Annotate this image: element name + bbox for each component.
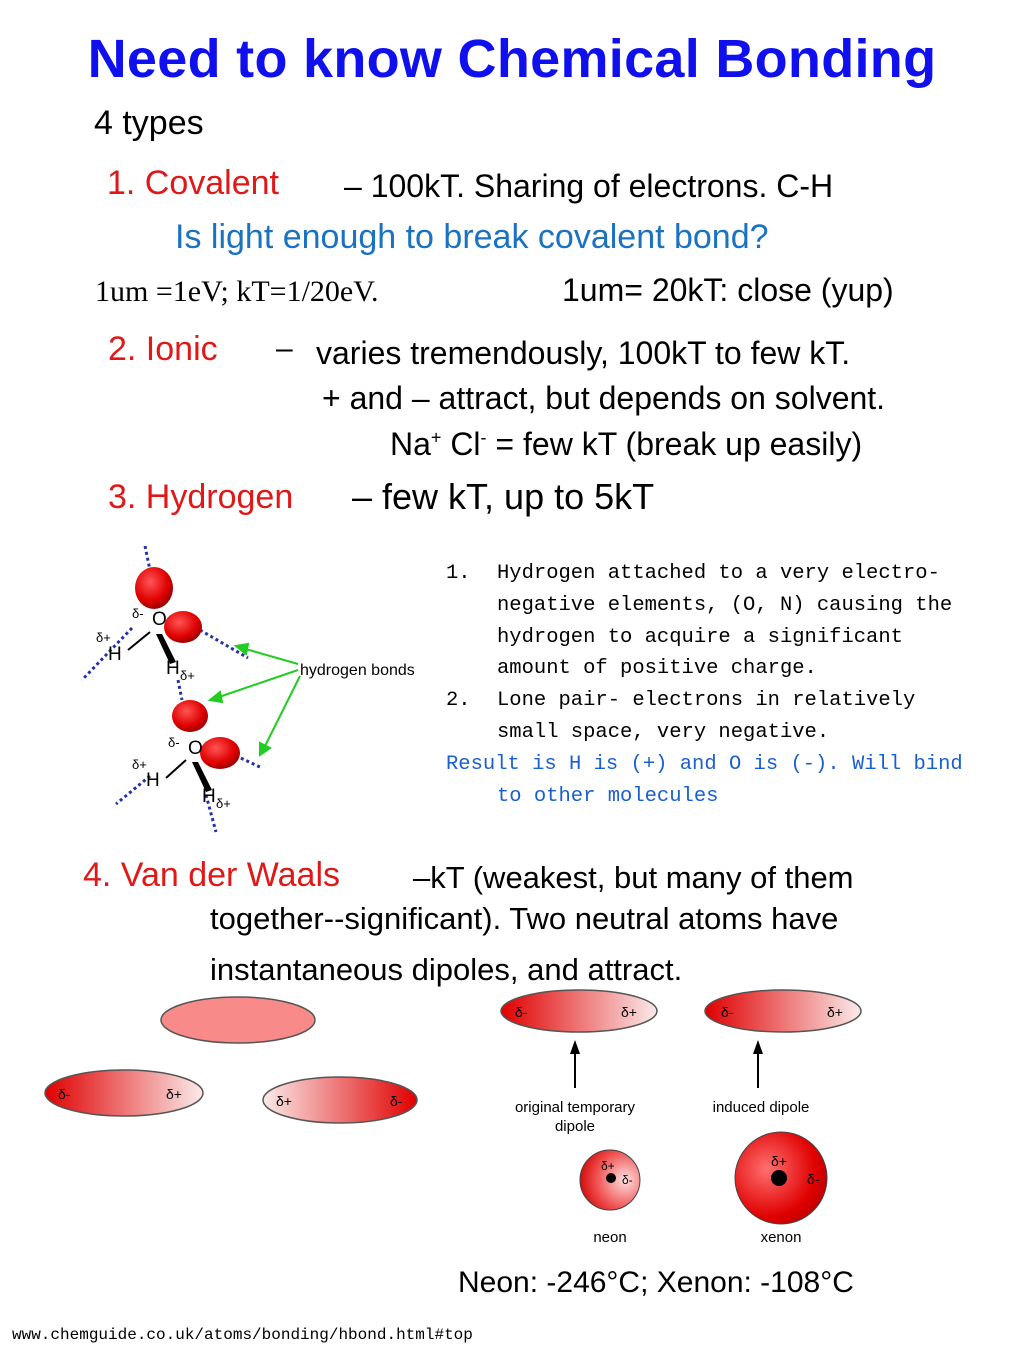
covalent-question: Is light enough to break covalent bond? — [175, 218, 769, 256]
delta-minus-label: δ- — [515, 1004, 528, 1020]
delta-minus-label: δ- — [807, 1171, 820, 1187]
note-result-text: Result is H is (+) and O is (-). Will bind to other molecules — [446, 752, 963, 808]
hydrogen-notes — [446, 558, 976, 812]
cl-charge: - — [480, 427, 487, 448]
hydrogen-label-1: H — [108, 644, 122, 665]
neon-label: neon — [593, 1229, 627, 1246]
vdw-line1: –kT (weakest, but many of them — [413, 860, 854, 895]
hydrogen-atom-right-1 — [164, 611, 202, 643]
na-charge: + — [430, 427, 442, 448]
note-number: 1. — [446, 562, 471, 585]
ionic-line2: + and – attract, but depends on solvent. — [322, 380, 886, 416]
delta-plus-label: δ+ — [166, 1086, 182, 1102]
delta-plus-3: δ+ — [132, 757, 147, 772]
arrow-up-icon — [570, 1040, 580, 1054]
xenon-label: xenon — [760, 1229, 802, 1246]
delta-plus-label: δ+ — [601, 1159, 615, 1173]
delta-minus-label: δ- — [390, 1093, 403, 1109]
hydrogen-label-2: H — [166, 658, 180, 679]
ionic-dash: – — [276, 332, 293, 365]
vdw-line3: instantaneous dipoles, and attract. — [210, 952, 683, 987]
delta-plus-label: δ+ — [621, 1004, 637, 1020]
note-item-1 — [446, 558, 976, 685]
delta-minus-2: δ- — [168, 735, 180, 750]
delta-plus-label: δ+ — [827, 1004, 843, 1020]
cl-text: Cl — [441, 426, 481, 462]
note-text: Hydrogen attached to a very electro-negative elements, (O, N) causing the hydrogen to acquire a significant amount of positive charge. — [497, 562, 953, 681]
oxygen-label-2: O — [188, 738, 203, 759]
note-number: 2. — [446, 689, 471, 713]
boiling-temperatures: Neon: -246°C; Xenon: -108°C — [458, 1266, 854, 1299]
original-temporary-label: original temporary — [514, 1099, 636, 1116]
oxygen-label-1: O — [152, 609, 167, 630]
hydrogen-label-4: H — [202, 786, 216, 807]
bond-line — [166, 760, 186, 778]
delta-minus-label: δ- — [622, 1173, 633, 1187]
hydrogen-desc: – few kT, up to 5kT — [352, 476, 655, 517]
delta-plus-label: δ+ — [771, 1153, 787, 1169]
delta-minus-label: δ- — [58, 1086, 71, 1102]
original-dipole-label: dipole — [554, 1118, 596, 1135]
covalent-calc-right: 1um= 20kT: close (yup) — [562, 272, 894, 308]
arrow-up-icon — [753, 1040, 763, 1054]
hydrogen-bonds-label: hydrogen bonds — [300, 662, 415, 679]
hydrogen-atom-middle — [172, 700, 208, 732]
covalent-calc-left: 1um =1eV; kT=1/20eV. — [95, 275, 379, 308]
neutral-atom — [161, 997, 315, 1043]
hydrogen-atom-right-2 — [200, 737, 240, 769]
vdw-heading: 4. Van der Waals — [83, 856, 341, 894]
source-url: www.chemguide.co.uk/atoms/bonding/hbond.html#top — [12, 1326, 473, 1344]
note-result — [446, 749, 976, 813]
vdw-line2: together--significant). Two neutral atoms have — [210, 901, 839, 936]
hydrogen-atom-top — [135, 567, 173, 609]
hydrogen-bond-diagram — [70, 540, 440, 840]
delta-plus-label: δ+ — [276, 1093, 292, 1109]
note-item-2 — [446, 685, 976, 749]
na-text: Na — [390, 426, 431, 462]
ionic-line3 — [390, 426, 862, 463]
vdw-right-diagram — [495, 988, 875, 1250]
subtitle: 4 types — [94, 104, 204, 142]
induced-dipole-label: induced dipole — [712, 1099, 810, 1116]
covalent-desc: – 100kT. Sharing of electrons. C-H — [344, 168, 834, 204]
neon-nucleus — [606, 1173, 616, 1183]
covalent-heading: 1. Covalent — [107, 164, 279, 202]
xenon-nucleus — [771, 1170, 787, 1186]
hydrogen-label-3: H — [146, 770, 160, 791]
hydrogen-heading: 3. Hydrogen — [108, 478, 294, 516]
page-title: Need to know Chemical Bonding — [87, 29, 937, 89]
delta-minus-label: δ- — [721, 1004, 734, 1020]
ionic-heading: 2. Ionic — [108, 330, 218, 368]
bond-line — [128, 632, 150, 650]
delta-plus-1: δ+ — [96, 630, 111, 645]
delta-plus-4: δ+ — [216, 796, 231, 811]
delta-plus-2: δ+ — [180, 668, 195, 683]
delta-minus-1: δ- — [132, 606, 144, 621]
ionic-line3-rest: = few kT (break up easily) — [486, 426, 863, 462]
note-text: Lone pair- electrons in relatively small space, very negative. — [497, 689, 916, 744]
vdw-left-diagram — [40, 990, 430, 1130]
ionic-line1: varies tremendously, 100kT to few kT. — [316, 335, 851, 371]
